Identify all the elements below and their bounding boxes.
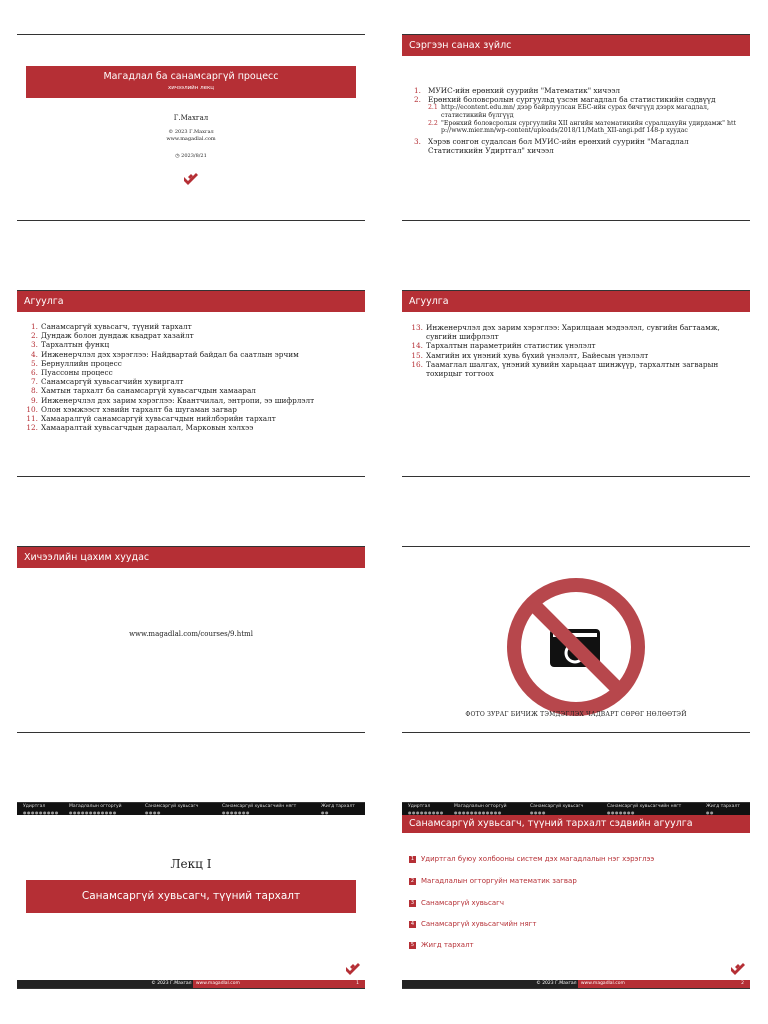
list-item [402,323,742,341]
footer-bar [17,980,365,988]
sub-number: 2.1 [428,104,438,112]
footer-website: www.magadlal.com 1 [193,980,365,988]
copyright: © 2023 Г.Махгал [168,129,214,135]
topic-number: 3 [410,899,415,906]
nav-dots[interactable]: ●●●● [145,810,161,815]
item-number: 12. [26,423,38,433]
slide-header: Сэргээн санах зүйлс [402,35,750,56]
nav-dots[interactable]: ●● [706,810,714,815]
item-number: 10. [26,404,38,414]
presentation-title: Магадлал ба санамсаргүй процесс [103,71,279,82]
date: 2023/8/21 [181,153,207,159]
nav-tab[interactable]: Магадлалын огторгуй [69,804,122,809]
item-number: 1. [414,86,421,95]
topic-item[interactable] [409,855,654,863]
item-number: 5. [31,358,38,368]
topic-text: Санамсаргүй хувьсагч [421,899,504,907]
item-number: 2. [31,331,38,341]
author: Г.Махгал [173,114,209,122]
nav-dots[interactable]: ●●●●●●●●● [408,810,444,815]
slide-header: Хичээлийн цахим хуудас [17,547,365,568]
list-item [17,386,359,395]
nav-tab[interactable]: Удиртгал [23,804,46,809]
clock-icon: ◷ [175,153,182,159]
item-number: 3. [414,136,421,146]
nav-tab[interactable]: Жигд тархалт [706,804,740,809]
slide-header: Агуулга [402,291,750,312]
lecture-number: Лекц I [170,857,212,871]
list-item [414,137,744,155]
topic-number: 4 [410,920,415,927]
footer-bar [402,980,750,988]
slide-website [17,546,365,733]
nav-tab[interactable]: Санамсаргүй хувьсагчийн нягт [607,804,682,809]
slide-header: Агуулга [17,291,365,312]
topic-number: 2 [410,877,415,884]
item-text: МУИС-ийн ерөнхий суурийн "Математик" хичээл [428,86,621,95]
item-text: Хамтын тархалт ба санамсаргүй хувьсагчдын хамаарал [41,386,256,396]
item-text: Тархалтын параметрийн статистик үнэлэлт [426,341,596,351]
item-number: 6. [31,368,38,378]
sub-number: 2.2 [428,119,438,127]
presentation-subtitle: хичээлийн лекц [167,85,215,91]
item-text: Хамгийн их үнэний хувь бүхий үнэлэлт, Байесын үнэлэлт [426,350,649,360]
nav-tab[interactable]: Санамсаргүй хувьсагч [145,804,199,809]
item-text: Ерөнхий боловсролын сургуульд үзсэн магадлал ба статистикийн сэдвүүд [428,95,716,105]
list-item [17,368,359,377]
no-camera-icon [501,572,651,722]
item-text: Санамсаргүй хувьсагч, түүний тархалт [41,322,192,331]
topic-item[interactable] [409,877,577,885]
nav-tab[interactable]: Санамсаргүй хувьсагч [530,804,584,809]
sub-text: "Ерөнхий боловсролын сургуулийн XII ангийн математикийн суралцахуйн удирдамж" http://www.mier.mn/wp-content/uploads/2018/11/Math_XII-angi.pdf 148-р хуудас [441,119,736,135]
list-item [402,360,742,378]
item-number: 8. [31,386,38,396]
title-box [26,66,356,98]
contents-list [402,323,742,378]
logo-icon [730,960,746,976]
item-text: Инженерчлэл дэх зарим хэрэглээ: Квантчилал, энтропи, ээ шифрлэлт [41,395,315,405]
item-text: Санамсаргүй хувьсагчийн хувиргалт [41,377,184,387]
item-text: Дундаж болон дундаж квадрат хазайлт [41,331,194,341]
nav-dots[interactable]: ●●●●●●● [222,810,250,815]
list-item [17,331,359,340]
list-item [17,405,359,414]
item-text: Инженерчлэл дэх хэрэглээ: Найдвартай байдал ба саатлын эрчим [41,349,299,359]
contents-list [17,322,359,432]
nav-dots[interactable]: ●●●●●●● [607,810,635,815]
item-text: Инженерчлэл дэх зарим хэрэглээ: Харилцаан мэдээлэл, сувгийн багтаамж, сувгийн шифрлэлт [426,323,720,342]
slide-no-photos [402,546,750,733]
item-text: Таамаглал шалгах, үнэний хувийн харьцаат шинжүүр, тархалтын загварын тохирцыг тогтоох [426,359,719,379]
topic-item[interactable] [409,941,474,949]
nav-dots[interactable]: ●●●●●●●●●●●● [69,810,117,815]
logo-icon [345,960,361,976]
item-number: 7. [31,377,38,387]
website: www.magadlal.com [166,136,216,142]
slide-contents-1 [17,290,365,477]
item-number: 15. [411,350,423,360]
footer-copyright: © 2023 Г.Махгал [17,980,193,988]
item-text: Олон хэмжээст хэвийн тархалт ба шугаман загвар [41,404,237,414]
item-number: 11. [26,414,38,424]
list-item [17,377,359,386]
item-text: Хэрэв сонгон судалсан бол МУИС-ийн ерөнхий суурийн "Магадлал Статистикийн Удиртгал" хичээл [428,136,689,155]
slide-title [17,34,365,221]
item-number: 2. [414,95,421,105]
nav-dots[interactable]: ●●●●●●●●● [23,810,59,815]
topic-text: Санамсаргүй хувьсагчийн нягт [421,920,537,928]
navigation-bar [17,803,365,815]
item-text: Хамааралгүй санамсаргүй хувьсагчдын нийлбэрийн тархалт [41,414,276,424]
list-item [414,95,744,104]
list-item [17,396,359,405]
sub-item [414,120,744,135]
course-url[interactable]: www.magadlal.com/courses/9.html [129,630,253,638]
date-line [17,153,365,159]
item-number: 14. [411,341,423,351]
logo-icon [183,170,199,186]
item-text: Хамааралтай хувьсагчдын дараалал, Марковын хэлхээ [41,423,254,433]
list-item [414,86,744,95]
topic-text: Магадлалын огторгуйн математик загвар [421,877,577,885]
nav-dots[interactable]: ●●●●●●●●●●●● [454,810,502,815]
footer-copyright: © 2023 Г.Махгал [402,980,578,988]
item-number: 3. [31,340,38,350]
nav-dots[interactable]: ●● [321,810,329,815]
item-number: 13. [411,323,423,332]
lecture-title: Санамсаргүй хувьсагч, түүний тархалт [26,880,356,913]
slide-header: Санамсаргүй хувьсагч, түүний тархалт сэдвийн агуулга [402,815,750,833]
list-item [17,322,359,331]
nav-tab[interactable]: Жигд тархалт [321,804,355,809]
sub-item [414,104,744,119]
nav-tab[interactable]: Санамсаргүй хувьсагчийн нягт [222,804,297,809]
page-number: 2 [741,981,744,986]
list-item [17,423,359,432]
topic-text: Удиртгал буюу холбооны систем дэх магадлалын нэг хэрэглээ [421,855,655,863]
item-number: 9. [31,395,38,405]
list-item [17,350,359,359]
item-text: Пуассоны процесс [41,368,113,378]
list-item [402,351,742,360]
topic-item[interactable] [409,899,504,907]
slide-lecture-title [17,802,365,989]
topic-number: 1 [410,855,415,862]
caption: ФОТО ЗУРАГ БИЧИЖ ТЭМДЭГЛЭХ ЧАДВАРТ СӨРӨГ НӨЛӨӨТЭЙ [465,711,687,718]
navigation-bar [402,803,750,815]
sub-text: http://econtent.edu.mn/ дээр байрлуулсан ЕБС-ийн сурах бичгүүд дээрх магадлал, статистикийн бүлгүүд [441,104,709,119]
nav-tab[interactable]: Удиртгал [408,804,431,809]
footer-website: www.magadlal.com 2 [578,980,750,988]
slide-prerequisites [402,34,750,221]
slide-contents-2 [402,290,750,477]
nav-dots[interactable]: ●●●● [530,810,546,815]
topic-item[interactable] [409,920,536,928]
list-item [17,414,359,423]
item-text: Тархалтын функц [41,340,110,350]
item-text: Бернуллийн процесс [41,358,122,368]
list-item [402,341,742,350]
topic-number: 5 [410,941,415,948]
item-number: 1. [31,322,38,331]
item-number: 4. [31,349,38,359]
slide-topic-contents [402,802,750,989]
item-number: 16. [411,359,423,369]
list-item [17,359,359,368]
list-item [17,340,359,349]
topic-text: Жигд тархалт [421,941,474,949]
page-number: 1 [356,981,359,986]
nav-tab[interactable]: Магадлалын огторгуй [454,804,507,809]
